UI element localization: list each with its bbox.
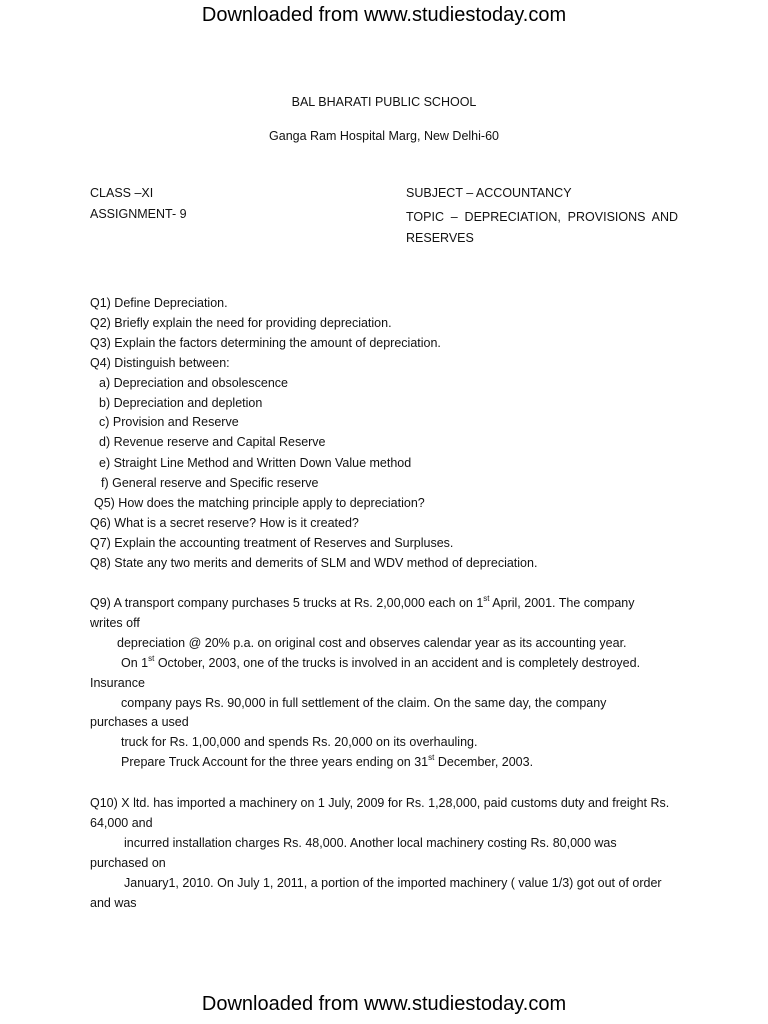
question-1: Q1) Define Depreciation. — [90, 296, 228, 310]
question-2: Q2) Briefly explain the need for providing depreciation. — [90, 316, 392, 330]
question-9-line-9: Prepare Truck Account for the three years ending on 31st December, 2003. — [121, 753, 534, 769]
question-7: Q7) Explain the accounting treatment of Reserves and Surpluses. — [90, 536, 454, 550]
question-10-line-5: January1, 2010. On July 1, 2011, a portion of the imported machinery ( value 1/3) got out of order — [124, 876, 662, 890]
question-10-line-6: and was — [90, 896, 137, 910]
question-9-line-2: writes off — [90, 616, 140, 630]
question-9-line-5: Insurance — [90, 676, 145, 690]
question-10-line-2: 64,000 and — [90, 816, 153, 830]
download-header: Downloaded from www.studiestoday.com — [201, 4, 567, 26]
question-6: Q6) What is a secret reserve? How is it created? — [90, 516, 359, 530]
question-9-line-6: company pays Rs. 90,000 in full settlement of the claim. On the same day, the company — [121, 696, 607, 710]
question-10-line-3: incurred installation charges Rs. 48,000. Another local machinery costing Rs. 80,000 was — [124, 836, 617, 850]
topic-label: TOPIC – DEPRECIATION, PROVISIONS AND RESERVES — [406, 210, 678, 245]
question-9-line-8: truck for Rs. 1,00,000 and spends Rs. 20,000 on its overhauling. — [121, 735, 478, 749]
question-4a: a) Depreciation and obsolescence — [99, 376, 289, 390]
question-8: Q8) State any two merits and demerits of SLM and WDV method of depreciation. — [90, 556, 538, 570]
school-name: BAL BHARATI PUBLIC SCHOOL — [291, 95, 477, 109]
question-5: Q5) How does the matching principle apply to depreciation? — [94, 496, 425, 510]
school-address: Ganga Ram Hospital Marg, New Delhi-60 — [269, 129, 499, 143]
question-4: Q4) Distinguish between: — [90, 356, 230, 370]
question-9-line-7: purchases a used — [90, 715, 189, 729]
question-4b: b) Depreciation and depletion — [99, 396, 263, 410]
assignment-label: ASSIGNMENT- 9 — [90, 207, 187, 221]
question-9-line-4: On 1st October, 2003, one of the trucks is involved in an accident and is completely destroyed. — [121, 654, 641, 670]
question-10-line-1: Q10) X ltd. has imported a machinery on 1 July, 2009 for Rs. 1,28,000, paid customs duty and freight Rs. — [90, 796, 670, 810]
question-4f: f) General reserve and Specific reserve — [101, 476, 319, 490]
question-4c: c) Provision and Reserve — [99, 415, 239, 429]
subject-label: SUBJECT – ACCOUNTANCY — [406, 186, 572, 200]
question-9-line-3: depreciation @ 20% p.a. on original cost and observes calendar year as its accounting year. — [117, 636, 627, 650]
question-4e: e) Straight Line Method and Written Down Value method — [99, 456, 412, 470]
question-9-line-1: Q9) A transport company purchases 5 trucks at Rs. 2,00,000 each on 1st April, 2001. The company — [90, 594, 635, 610]
question-3: Q3) Explain the factors determining the amount of depreciation. — [90, 336, 441, 350]
question-4d: d) Revenue reserve and Capital Reserve — [99, 435, 326, 449]
class-label: CLASS –XI — [90, 186, 154, 200]
download-footer: Downloaded from www.studiestoday.com — [201, 993, 567, 1015]
question-10-line-4: purchased on — [90, 856, 166, 870]
